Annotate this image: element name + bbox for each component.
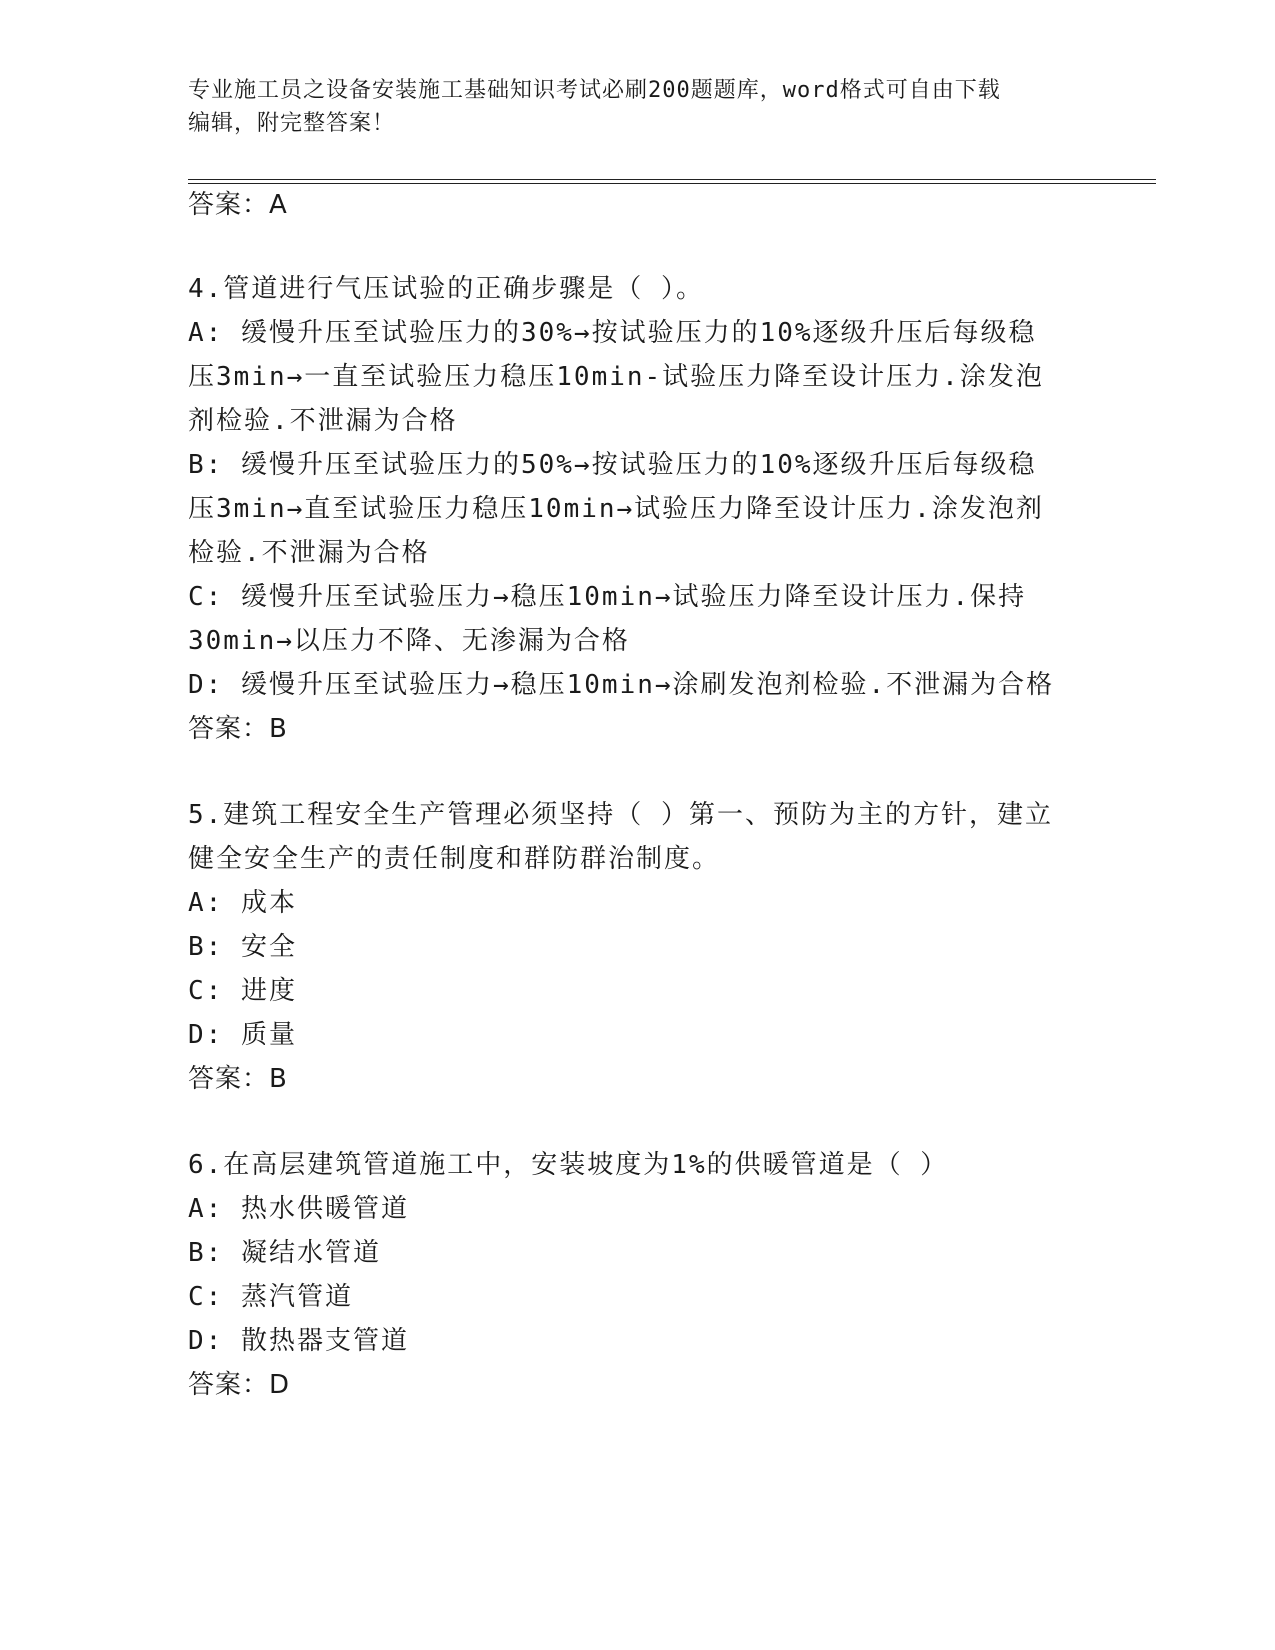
q5-answer: 答案：B <box>188 1064 288 1094</box>
q4-option-a-line1: A: 缓慢升压至试验压力的30%→按试验压力的10%逐级升压后每级稳 <box>188 318 1037 348</box>
q5-stem-line2: 健全安全生产的责任制度和群防群治制度。 <box>188 844 721 874</box>
q4-option-b-line2: 压3min→直至试验压力稳压10min→试验压力降至设计压力.涂发泡剂 <box>188 494 1044 524</box>
q6-answer: 答案：D <box>188 1370 291 1400</box>
header-line-2: 编辑，附完整答案！ <box>188 111 396 136</box>
q4-option-c-line2: 30min→以压力不降、无渗漏为合格 <box>188 626 630 656</box>
q4-option-b-line3: 检验.不泄漏为合格 <box>188 538 430 568</box>
q4-option-d-line1: D: 缓慢升压至试验压力→稳压10min→涂刷发泡剂检验.不泄漏为合格 <box>188 670 1055 700</box>
q5-option-a: A: 成本 <box>188 888 297 918</box>
header-divider-top <box>188 179 1156 180</box>
q5-option-b: B: 安全 <box>188 932 297 962</box>
q5-stem-line1: 5.建筑工程安全生产管理必须坚持（ ）第一、预防为主的方针，建立 <box>188 800 1053 830</box>
q3-answer: 答案：A <box>188 190 288 220</box>
q4-option-b-line1: B: 缓慢升压至试验压力的50%→按试验压力的10%逐级升压后每级稳 <box>188 450 1037 480</box>
q6-stem: 6.在高层建筑管道施工中，安装坡度为1%的供暖管道是（ ） <box>188 1150 949 1180</box>
q6-option-c: C: 蒸汽管道 <box>188 1282 353 1312</box>
q4-option-c-line1: C: 缓慢升压至试验压力→稳压10min→试验压力降至设计压力.保持 <box>188 582 1027 612</box>
q4-stem: 4.管道进行气压试验的正确步骤是（ ）。 <box>188 274 704 304</box>
q4-option-a-line2: 压3min→一直至试验压力稳压10min-试验压力降至设计压力.涂发泡 <box>188 362 1044 392</box>
q5-option-d: D: 质量 <box>188 1020 297 1050</box>
header-divider-bottom <box>188 183 1156 184</box>
header-line-1: 专业施工员之设备安装施工基础知识考试必刷200题题库，word格式可自由下载 <box>188 78 1001 103</box>
q6-option-a: A: 热水供暖管道 <box>188 1194 409 1224</box>
q6-option-b: B: 凝结水管道 <box>188 1238 381 1268</box>
document-header <box>188 74 1088 140</box>
q6-option-d: D: 散热器支管道 <box>188 1326 409 1356</box>
q4-answer: 答案：B <box>188 714 288 744</box>
q5-option-c: C: 进度 <box>188 976 297 1006</box>
q4-option-a-line3: 剂检验.不泄漏为合格 <box>188 406 458 436</box>
